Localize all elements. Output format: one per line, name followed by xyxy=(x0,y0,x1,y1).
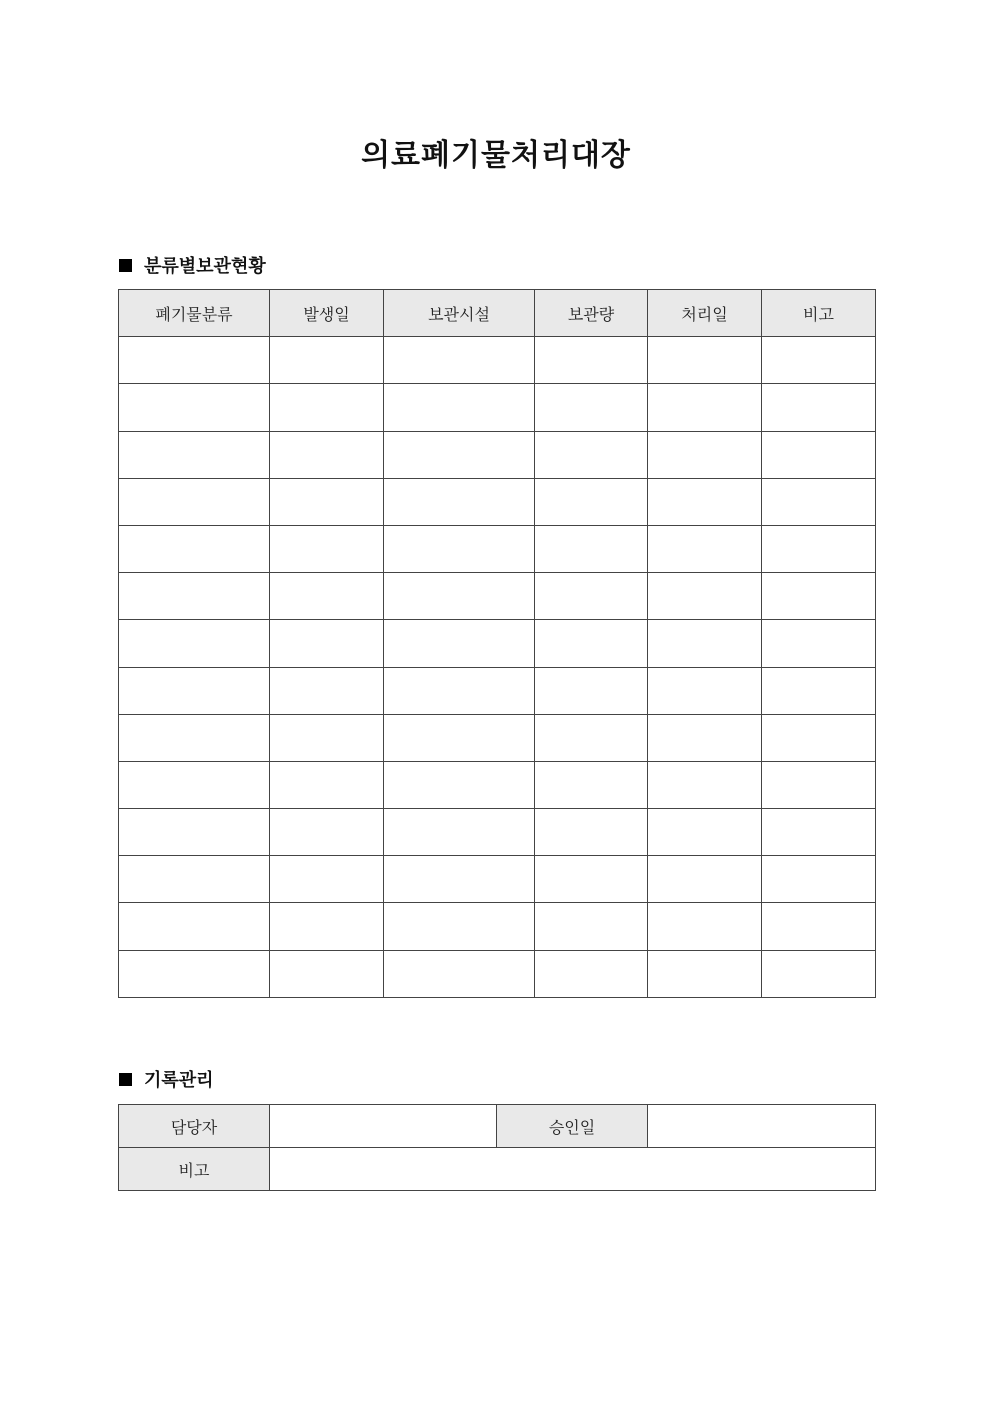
disposal-date-cell[interactable] xyxy=(648,337,762,384)
storage-amount-cell[interactable] xyxy=(535,620,648,667)
table-row xyxy=(119,667,876,714)
table-row xyxy=(119,856,876,903)
disposal-date-cell[interactable] xyxy=(648,478,762,525)
column-header-storage-facility: 보관시설 xyxy=(384,290,535,337)
record-management-heading xyxy=(119,1067,214,1091)
generation-date-cell[interactable] xyxy=(270,950,384,997)
column-header-disposal-date: 처리일 xyxy=(648,290,762,337)
storage-facility-cell[interactable] xyxy=(384,525,535,572)
remarks-label: 비고 xyxy=(119,1148,270,1191)
disposal-date-cell[interactable] xyxy=(648,714,762,761)
column-header-generation-date: 발생일 xyxy=(270,290,384,337)
storage-amount-cell[interactable] xyxy=(535,525,648,572)
waste-category-cell[interactable] xyxy=(119,573,270,620)
disposal-date-cell[interactable] xyxy=(648,620,762,667)
generation-date-cell[interactable] xyxy=(270,667,384,714)
waste-category-cell[interactable] xyxy=(119,337,270,384)
waste-category-cell[interactable] xyxy=(119,478,270,525)
disposal-date-cell[interactable] xyxy=(648,809,762,856)
remarks-cell[interactable] xyxy=(762,525,876,572)
table-header-row xyxy=(119,290,876,337)
record-management-table xyxy=(118,1104,876,1191)
column-header-storage-amount: 보관량 xyxy=(535,290,648,337)
storage-facility-cell[interactable] xyxy=(384,714,535,761)
waste-category-cell[interactable] xyxy=(119,856,270,903)
storage-facility-cell[interactable] xyxy=(384,384,535,431)
table-row xyxy=(119,950,876,997)
table-row xyxy=(119,478,876,525)
storage-amount-cell[interactable] xyxy=(535,667,648,714)
remarks-field[interactable] xyxy=(270,1148,876,1191)
table-row xyxy=(119,809,876,856)
remarks-cell[interactable] xyxy=(762,384,876,431)
generation-date-cell[interactable] xyxy=(270,337,384,384)
generation-date-cell[interactable] xyxy=(270,714,384,761)
disposal-date-cell[interactable] xyxy=(648,950,762,997)
storage-facility-cell[interactable] xyxy=(384,856,535,903)
generation-date-cell[interactable] xyxy=(270,903,384,950)
storage-facility-cell[interactable] xyxy=(384,573,535,620)
waste-category-cell[interactable] xyxy=(119,761,270,808)
generation-date-cell[interactable] xyxy=(270,525,384,572)
table-row xyxy=(119,525,876,572)
storage-facility-cell[interactable] xyxy=(384,950,535,997)
storage-amount-cell[interactable] xyxy=(535,384,648,431)
storage-status-heading xyxy=(119,253,266,277)
remarks-cell[interactable] xyxy=(762,667,876,714)
record-management-heading-label: 기록관리 xyxy=(144,1070,214,1091)
manager-field[interactable] xyxy=(270,1105,497,1148)
disposal-date-cell[interactable] xyxy=(648,903,762,950)
storage-amount-cell[interactable] xyxy=(535,856,648,903)
table-row xyxy=(119,1148,876,1191)
remarks-cell[interactable] xyxy=(762,573,876,620)
storage-amount-cell[interactable] xyxy=(535,337,648,384)
approval-date-field[interactable] xyxy=(648,1105,876,1148)
disposal-date-cell[interactable] xyxy=(648,761,762,808)
square-bullet-icon xyxy=(119,1073,132,1086)
storage-status-heading-label: 분류별보관현황 xyxy=(144,256,266,277)
disposal-date-cell[interactable] xyxy=(648,856,762,903)
storage-amount-cell[interactable] xyxy=(535,903,648,950)
column-header-waste-category: 폐기물분류 xyxy=(119,290,270,337)
table-row xyxy=(119,337,876,384)
storage-amount-cell[interactable] xyxy=(535,950,648,997)
document-title: 의료폐기물처리대장 xyxy=(361,138,631,173)
storage-amount-cell[interactable] xyxy=(535,573,648,620)
manager-label: 담당자 xyxy=(119,1105,270,1148)
remarks-cell[interactable] xyxy=(762,950,876,997)
table-row xyxy=(119,573,876,620)
storage-facility-cell[interactable] xyxy=(384,761,535,808)
table-row xyxy=(119,384,876,431)
approval-date-label: 승인일 xyxy=(497,1105,648,1148)
storage-amount-cell[interactable] xyxy=(535,714,648,761)
generation-date-cell[interactable] xyxy=(270,478,384,525)
generation-date-cell[interactable] xyxy=(270,431,384,478)
storage-facility-cell[interactable] xyxy=(384,478,535,525)
disposal-date-cell[interactable] xyxy=(648,667,762,714)
generation-date-cell[interactable] xyxy=(270,620,384,667)
storage-amount-cell[interactable] xyxy=(535,478,648,525)
storage-amount-cell[interactable] xyxy=(535,809,648,856)
remarks-cell[interactable] xyxy=(762,761,876,808)
remarks-cell[interactable] xyxy=(762,431,876,478)
waste-category-cell[interactable] xyxy=(119,714,270,761)
waste-category-cell[interactable] xyxy=(119,384,270,431)
storage-facility-cell[interactable] xyxy=(384,337,535,384)
storage-amount-cell[interactable] xyxy=(535,431,648,478)
waste-category-cell[interactable] xyxy=(119,903,270,950)
storage-facility-cell[interactable] xyxy=(384,903,535,950)
remarks-cell[interactable] xyxy=(762,478,876,525)
square-bullet-icon xyxy=(119,259,132,272)
disposal-date-cell[interactable] xyxy=(648,525,762,572)
waste-category-cell[interactable] xyxy=(119,525,270,572)
table-row xyxy=(119,1105,876,1148)
storage-status-table xyxy=(118,289,876,998)
disposal-date-cell[interactable] xyxy=(648,431,762,478)
generation-date-cell[interactable] xyxy=(270,809,384,856)
table-row xyxy=(119,903,876,950)
remarks-cell[interactable] xyxy=(762,903,876,950)
disposal-date-cell[interactable] xyxy=(648,384,762,431)
remarks-cell[interactable] xyxy=(762,620,876,667)
waste-category-cell[interactable] xyxy=(119,667,270,714)
generation-date-cell[interactable] xyxy=(270,384,384,431)
storage-facility-cell[interactable] xyxy=(384,667,535,714)
storage-facility-cell[interactable] xyxy=(384,620,535,667)
column-header-remarks: 비고 xyxy=(762,290,876,337)
remarks-cell[interactable] xyxy=(762,809,876,856)
table-row xyxy=(119,620,876,667)
remarks-cell[interactable] xyxy=(762,856,876,903)
storage-facility-cell[interactable] xyxy=(384,431,535,478)
generation-date-cell[interactable] xyxy=(270,761,384,808)
waste-category-cell[interactable] xyxy=(119,950,270,997)
storage-amount-cell[interactable] xyxy=(535,761,648,808)
table-row xyxy=(119,431,876,478)
waste-category-cell[interactable] xyxy=(119,809,270,856)
disposal-date-cell[interactable] xyxy=(648,573,762,620)
remarks-cell[interactable] xyxy=(762,337,876,384)
table-row xyxy=(119,714,876,761)
storage-facility-cell[interactable] xyxy=(384,809,535,856)
waste-category-cell[interactable] xyxy=(119,620,270,667)
generation-date-cell[interactable] xyxy=(270,573,384,620)
generation-date-cell[interactable] xyxy=(270,856,384,903)
waste-category-cell[interactable] xyxy=(119,431,270,478)
remarks-cell[interactable] xyxy=(762,714,876,761)
table-row xyxy=(119,761,876,808)
